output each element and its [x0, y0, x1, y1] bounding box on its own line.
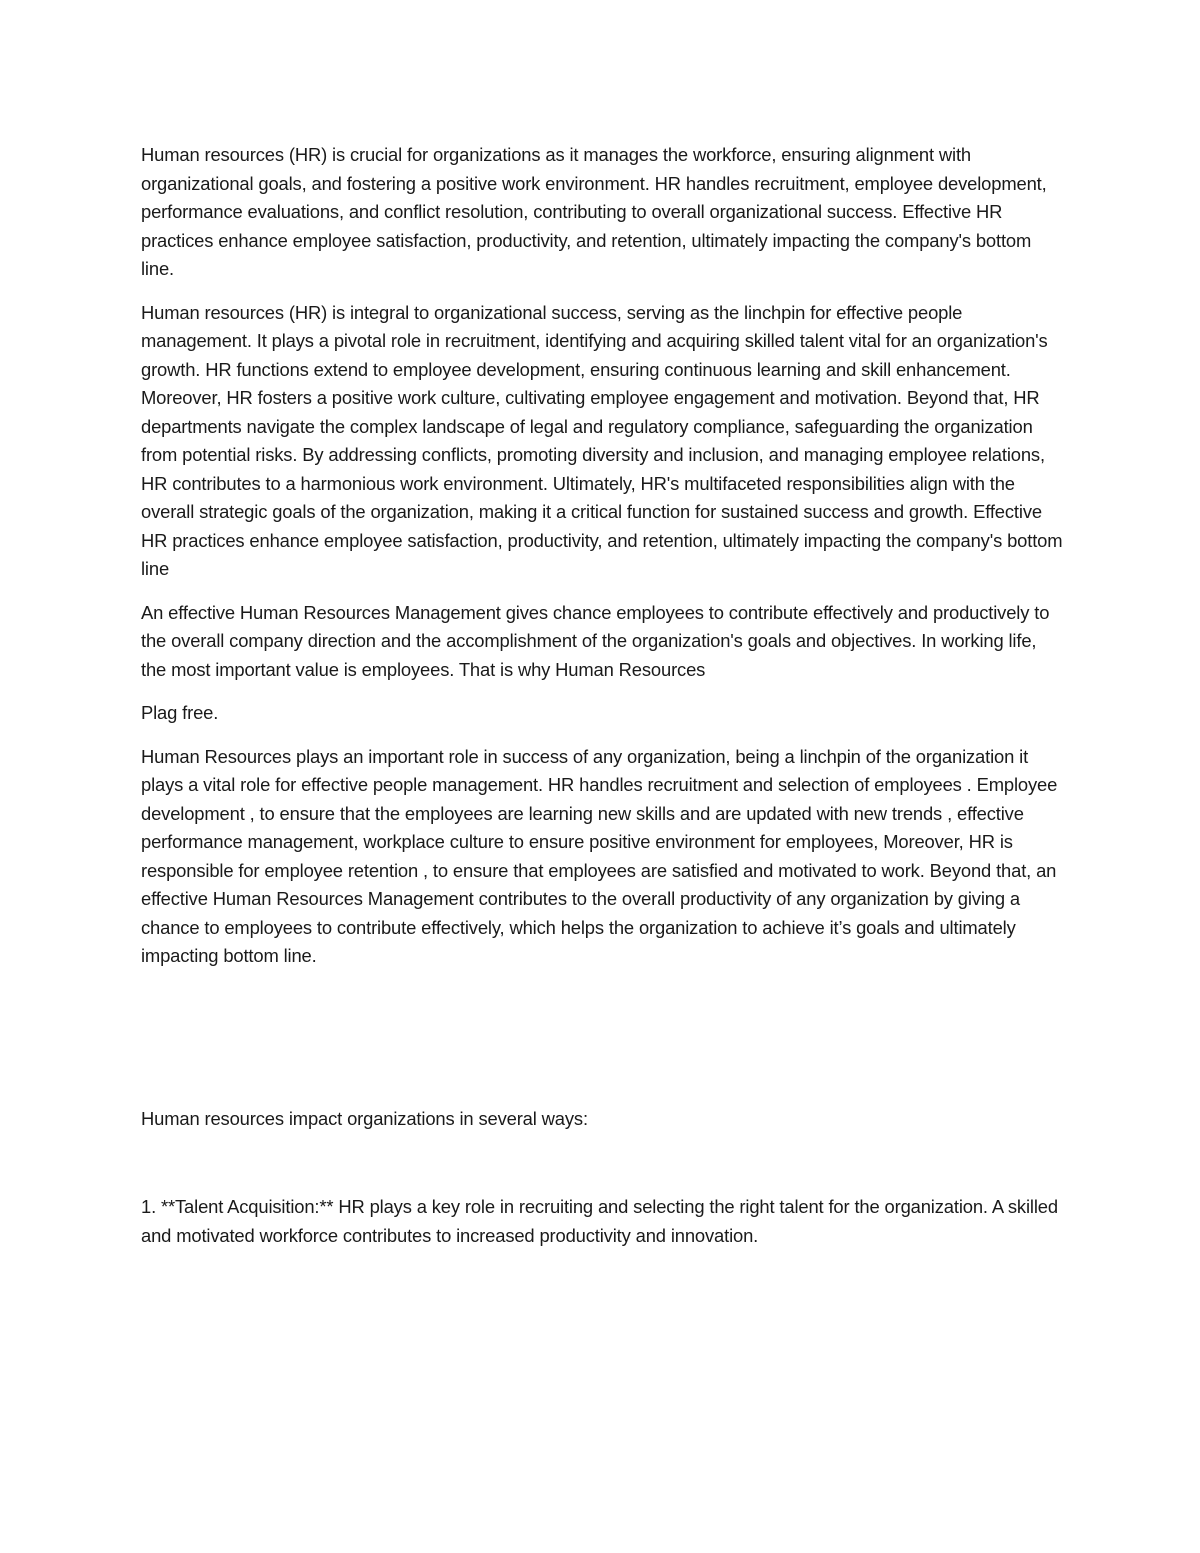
paragraph-plag-free: Plag free.: [141, 702, 219, 723]
paragraph-hr-impact-intro: Human resources impact organizations in several ways:: [141, 1107, 588, 1129]
paragraph-effective-hrm: An effective Human Resources Management gives chance employees to contribute effectively and productively to the overall company direction and the accomplishment of the organization's goals and objectives. In working life, the most important value is employees. That is why Human Resources: [141, 601, 1050, 680]
paragraph-hr-important-role: Human Resources plays an important role in success of any organization, being a linchpin of the organization it plays a vital role for effective people management. HR handles recruitment and selection of employees . Employee development , to ensure that the employees are learning new skills and are updated with new trends , effective performance management, workplace culture to ensure positive environment for employees, Moreover, HR is responsible for employee retention , to ensure that employees are satisfied and motivated to work. Beyond that, an effective Human Resources Management contributes to the overall productivity of any organization by giving a chance to employees to contribute effectively, which helps the organization to achieve it’s goals and ultimately impacting bottom line.: [141, 745, 1058, 966]
list-item-talent-acquisition: 1. **Talent Acquisition:** HR plays a key role in recruiting and selecting the right talent for the organization. A skilled and motivated workforce contributes to increased productivity and innovation.: [141, 1196, 1058, 1246]
document-body: [141, 141, 1066, 1265]
blank-space: [141, 986, 1066, 1105]
paragraph-hr-crucial: Human resources (HR) is crucial for organizations as it manages the workforce, ensuring alignment with organizational goals, and fostering a positive work environment. HR handles recruitment, employee development, performance evaluations, and conflict resolution, contributing to overall organizational success. Effective HR practices enhance employee satisfaction, productivity, and retention, ultimately impacting the company's bottom line.: [141, 144, 1047, 279]
paragraph-hr-integral: Human resources (HR) is integral to organizational success, serving as the linchpin for effective people management. It plays a pivotal role in recruitment, identifying and acquiring skilled talent vital for an organization's growth. HR functions extend to employee development, ensuring continuous learning and skill enhancement. Moreover, HR fosters a positive work culture, cultivating employee engagement and motivation. Beyond that, HR departments navigate the complex landscape of legal and regulatory compliance, safeguarding the organization from potential risks. By addressing conflicts, promoting diversity and inclusion, and managing employee relations, HR contributes to a harmonious work environment. Ultimately, HR's multifaceted responsibilities align with the overall strategic goals of the organization, making it a critical function for sustained success and growth. Effective HR practices enhance employee satisfaction, productivity, and retention, ultimately impacting the company's bottom line: [141, 301, 1063, 579]
blank-space: [141, 1148, 1066, 1193]
